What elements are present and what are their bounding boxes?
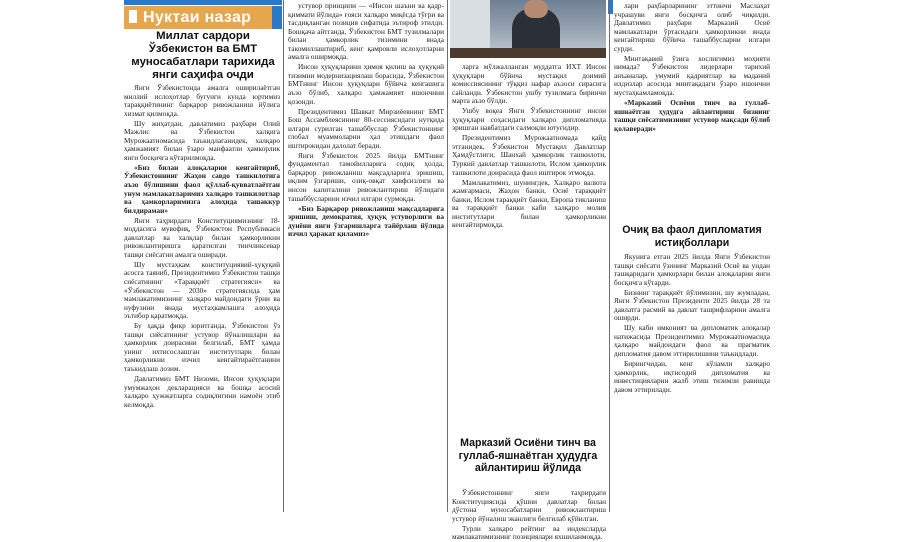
column-divider [447, 0, 448, 512]
paragraph: устувор принципи — «Инсон шаъни ва қадр-қиммати йўлида» ғояси халқаро миқёсда тўғри ва тасдиқланган позиция сифатида эътироф этилди. Бошқача айтганда, Ўзбекистон БМТ тузилмалари билан ҳамкорлик тизимини янада такомиллаштириб, кенг қамровли ислоҳотларни амалга оширмоқда. [288, 1, 444, 62]
paragraph: Шу жиҳатдан, давлатимиз раҳбари Олий Мажлис ва Ўзбекистон халқига Мурожаатномасида таъкидлаганидек, халқаро ҳамжамият билан ўзаро манфаатли ҳамкорлик янги босқичга кўтарилмоқда. [124, 118, 280, 162]
top-color-strip [124, 0, 282, 5]
paragraph: Бу ҳақда фикр юритганда, Ўзбекистон ўз ташқи сиёсатининг устувор йўналишлари ва ҳамкорлик доирасини белгилаб, БМТ ҳамда унинг ихтисослашган институтлари билан ҳамкорликни изчил кенгайтираётганини таъкидлаш лозим. [124, 321, 280, 373]
paragraph: Ушбу воқеа Янги Ўзбекистоннинг инсон ҳуқуқлари соҳасидаги халқаро дипломатияда эришган навбатдаги салмоқли ютуғидир. [452, 106, 606, 133]
article-column-1 [124, 84, 280, 512]
paragraph: Мамлакатимиз, шунингдек, Халқаро валюта жамғармаси, Жаҳон банки, Осиё тараққиёт банки, Ислом тараққиёт банки, Европа тикланиш ва тараққиёт банки каби халқаро молия институтлари билан ҳамкорликни кенгайтирмоқда. [452, 177, 606, 230]
article-column-3-bottom [452, 488, 606, 542]
paragraph: лари раҳбарларининг эттинчи Маслаҳат учрашуви янги босқичга олиб чиқилди. Давлатимиз раҳбари Марказий Осиё мамлакатлари ўртасидаги ҳамкорликни янада кенгайтириш бўйича ташаббусларни илгари сурди. [614, 1, 770, 53]
paragraph: Якунига етган 2025 йилда Янги Ўзбекистон ташқи сиёсати ўзининг Марказий Осиё ва ундан ташқаридаги ҳамкорлари билан алоқаларни янги босқичга кўтарди. [614, 252, 770, 287]
paragraph: Минтақавий ўзига хослигимиз моҳияти нимада? Ўзбекистон лидерлари тарихий анъаналар, умумий қадриятлар ва маданий илдизлар асосида минтақадаги ўзаро ишончни мустаҳкамламоқда. [614, 53, 770, 97]
article-headline-diplomacy: Очиқ ва фаол дипломатия истиқболлари [622, 224, 762, 249]
article-photo [450, 0, 606, 58]
paragraph: Президентимиз Мурожаатномада қайд этганидек, Ўзбекистон Мустақил Давлатлар Ҳамдўстлиги, Шанхай ҳамкорлик ташкилоти, Туркий давлатлар ташкилоти, Ислом ҳамкорлик ташкилоти доирасида фаол иштирок этмоқда. [452, 133, 606, 177]
paragraph: Президентимиз Шавкат Мирзиёевнинг БМТ Бош Ассамблеясининг 80-сессиясидаги нутқида илгари сурилган ташаббуслар Ўзбекистоннинг глобал муаммоларни ҳал этишдаги фаол иштирокидан далолат беради. [288, 106, 444, 150]
paragraph: Инсон ҳуқуқларини ҳимоя қилиш ва ҳуқуқий тизимни модернизациялаш борасида, Ўзбекистон БМТнинг Инсон ҳуқуқлари бўйича кенгашига аъзо бўлиб, халқаро ҳамжамият ишончини қозонди. [288, 62, 444, 106]
section-rubric [124, 6, 272, 29]
column-divider [609, 0, 610, 512]
article-headline-central-asia: Марказий Осиёни тинч ва гуллаб-яшнаётган ҳудудга айлантириш йўлида [458, 437, 598, 474]
paragraph: Турли халқаро рейтинг ва индексларда мамлакатимизнинг позициялари яхшиланмоқда. [452, 523, 606, 542]
quote-paragraph: «Биз билан алоқаларни кенгайтириб, Ўзбекистоннинг Жаҳон савдо ташкилотига аъзо бўлишини фаол қўллаб-қувватлаётган унум мамлакатларимиз халқаро ташкилотлар ва ҳамкорларимизга алоҳида ташаккур билдираман» [124, 162, 280, 215]
column-divider [283, 0, 284, 512]
paragraph: Бирингчидан, кенг кўламли халқаро ҳамкорлик, иқтисодий дипломатия ва инвестицияларни жалб этиш тизимли равишда давом эттирилади. [614, 359, 770, 394]
paragraph: Янги Ўзбекистонда амалга оширилаётган миллий ислоҳотлар бугунги кунда юртимиз тараққиётининг барқарор ривожланиш йўлига хизмат қилмоқда. [124, 83, 280, 118]
rubric-title: Нуктаи назар [143, 9, 252, 26]
paragraph: Шу мустаҳкам конституциявий-ҳуқуқий асосга таяниб, Президентимиз Ўзбекистон ташқи сиёсатининг «Тараққиёт стратегияси» ва «Ўзбекистон — 2030» стратегиясида ҳам мамлакатимизнинг халқаро майдондаги ўрни ва нуфузини янада мустаҳкамлашга алоҳида эътибор қаратмоқда. [124, 259, 280, 321]
paragraph: Ўзбекистоннинг янги таҳрирдаги Конституциясида қўшни давлатлар билан дўстона муносабатларни ривожлантириш устувор йўналиш эканлиги белгилаб қўйилган. [452, 488, 606, 523]
paragraph: Янги Ўзбекистон 2025 йилда БМТнинг фундаментал тамойилларига содиқ ҳолда, барқарор ривожланиш мақсадларига эришиш, иқлим ўзгариши, озиқ-овқат хавфсизлиги ва инсон капиталини ривожлантириш йўлидаги ташаббусларини изчил илгари сурмоқда. [288, 150, 444, 203]
paragraph: Бизнинг тараққиёт йўлимизни, шу жумладан, Янги Ўзбекистон Президенти 2025 йилда 28 та давлатга расмий ва давлат ташрифларини амалга оширди. [614, 287, 770, 323]
article-column-4-top [614, 2, 770, 220]
article-column-4-bottom [614, 253, 770, 512]
paragraph: Давлатимиз БМТ Низоми, Инсон ҳуқуқлари умумжаҳон декларацияси ва бошқа асосий халқаро ҳужжатларга содиқлигини намоён этиб келмоқда. [124, 374, 280, 409]
paragraph: Янги таҳрирдаги Конституциямизнинг 18-моддасига мувофиқ, Ўзбекистон Республикаси давлатлар ва халқлар билан ҳамкорликни ривожлантиришга қаратилган тинчликсевар ташқи сиёсатни амалга оширади. [124, 215, 280, 259]
article-headline-main: Миллат сардори Ўзбекистон ва БМТ муносабатлари тарихида янги саҳифа очди [131, 30, 275, 81]
article-column-2 [288, 2, 444, 510]
article-column-3 [452, 63, 606, 433]
rubric-marker-icon [129, 10, 137, 23]
rubric-tab [272, 6, 282, 29]
quote-paragraph: «Биз Барқарор ривожланиш мақсадларига эришиш, демократия, ҳуқуқ устуворлиги ва дунёни янги ўзгаришларга тайёрлаш йўлида изчил ҳаракат қиламиз» [288, 203, 444, 239]
quote-paragraph: «Марказий Осиёни тинч ва гуллаб-яшнаётган ҳудудга айлантириш бизнинг ташқи сиёсатимизнинг устувор мақсади бўлиб қолаверади» [614, 98, 770, 133]
paragraph: ларга мўлжалланган муддатга ИХТ Инсон ҳуқуқлари бўйича мустақил доимий комиссиясининг тўққиз нафар аъзоси сирасига сайланди. Ўзбекистон ушбу тузилмага биринчи марта аъзо бўлди. [452, 62, 606, 106]
paragraph: Шу каби имконият ва дипломатик алоқалар натижасида Президентимиз Мурожаатномасида ҳалқаро майдондаги фаол ва прагматик дипломатия давом эттирилишини таъкидлади. [614, 323, 770, 359]
